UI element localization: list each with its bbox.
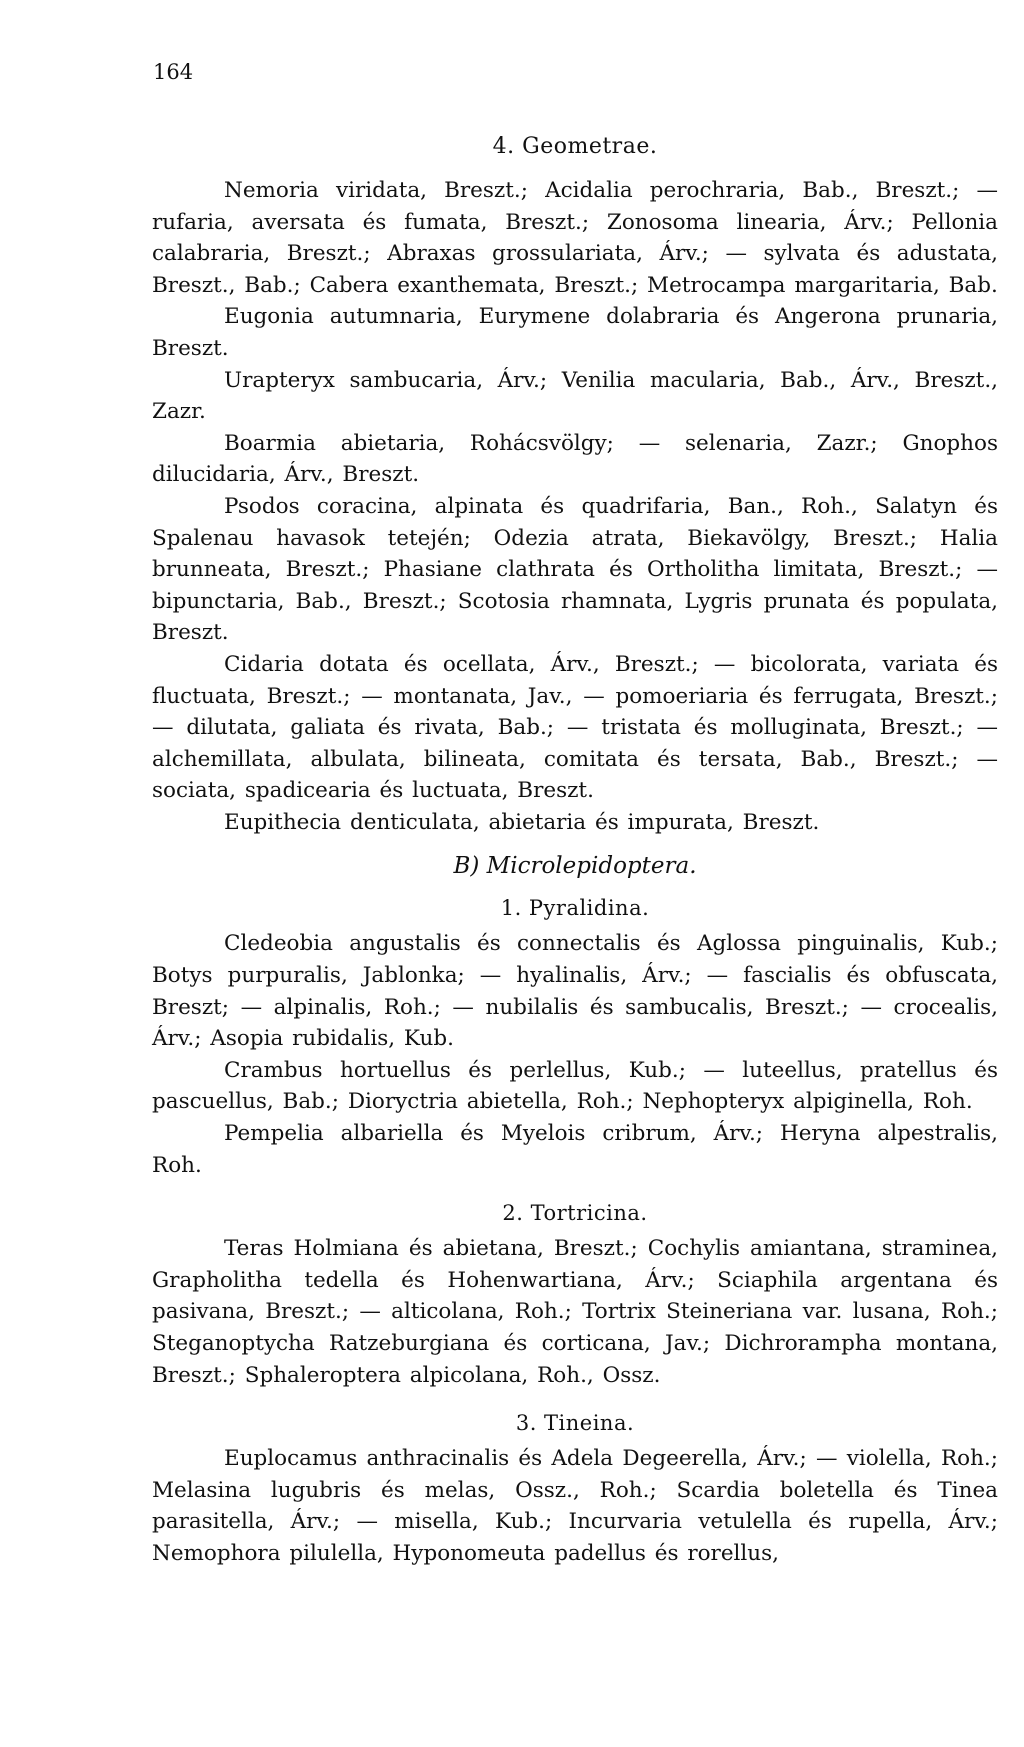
paragraph-crambus: Crambus hortuellus és perlellus, Kub.; — luteellus, pratellus és pascuellus, Bab.; Dioryctria abietella, Roh.; Nephopteryx alpiginella, Roh. (152, 1057, 998, 1115)
paragraph-pempelia: Pempelia albariella és Myelois cribrum, Árv.; Heryna alpestralis, Roh. (152, 1121, 998, 1178)
paragraph-psodos: Psodos coracina, alpinata és quadrifaria, Ban., Roh., Salatyn és Spalenau havasok tetején; Odezia atrata, Biekavölgy, Breszt.; Halia brunneata, Breszt.; Phasiane clathrata és Ortholitha limitata, Breszt.; — bipunctaria, Bab., Breszt.; Scotosia rhamnata, Lygris prunata és populata, Breszt. (152, 493, 998, 646)
part-heading-microlepidoptera: B) Microlepidoptera. (453, 853, 697, 880)
page-number: 164 (153, 60, 194, 84)
paragraph-urapteryx: Urapteryx sambucaria, Árv.; Venilia macularia, Bab., Árv., Breszt., Zazr. (152, 367, 998, 425)
paragraph-eugonia: Eugonia autumnaria, Eurymene dolabraria és Angerona prunaria, Breszt. (152, 304, 998, 361)
paragraph-nemoria: Nemoria viridata, Breszt.; Acidalia perochraria, Bab., Breszt.; — rufaria, aversata és fumata, Breszt.; Zonosoma linearia, Árv.; Pellonia calabraria, Breszt.; Abraxas grossulariata, Árv.; — sylvata és adustata, Breszt., Bab.; Cabera exanthemata, Breszt.; Metrocampa margaritaria, Bab. (152, 178, 998, 298)
text-column (152, 125, 998, 1570)
paragraph-teras: Teras Holmiana és abietana, Breszt.; Cochylis amiantana, straminea, Grapholitha tedella és Hohenwartiana, Árv.; Sciaphila argentana és pasivana, Breszt.; — alticolana, Roh.; Tortrix Steineriana var. lusana, Roh.; Steganoptycha Ratzeburgiana és corticana, Jav.; Dichrorampha montana, Breszt.; Sphaleroptera alpicolana, Roh., Ossz. (152, 1236, 998, 1388)
paragraph-eupithecia: Eupithecia denticulata, abietaria és impurata, Breszt. (224, 809, 820, 835)
subsection-heading-tineina: 3. Tineina. (515, 1411, 635, 1436)
paragraph-cidaria: Cidaria dotata és ocellata, Árv., Breszt.; — bicolorata, variata és fluctuata, Breszt.; — montanata, Jav., — pomoeriaria és ferrugata, Breszt.; — dilutata, galiata és rivata, Bab.; — tristata és molluginata, Breszt.; — alchemillata, albulata, bilineata, comitata és tersata, Bab., Breszt.; — sociata, spadicearia és luctuata, Breszt. (152, 651, 998, 804)
subsection-heading-tortricina: 2. Tortricina. (502, 1201, 648, 1226)
section-heading-geometrae: 4. Geometrae. (492, 134, 658, 159)
paragraph-boarmia: Boarmia abietaria, Rohácsvölgy; — selenaria, Zazr.; Gnophos dilucidaria, Árv., Breszt. (152, 430, 998, 488)
paragraph-euplocamus: Euplocamus anthracinalis és Adela Degeerella, Árv.; — violella, Roh.; Melasina lugubris és melas, Ossz., Roh.; Scardia boletella és Tinea parasitella, Árv.; — misella, Kub.; Incurvaria vetulella és rupella, Árv.; Nemophora pilulella, Hyponomeuta padellus és rorellus, (152, 1446, 998, 1566)
subsection-heading-pyralidina: 1. Pyralidina. (500, 896, 650, 921)
paragraph-cledeobia: Cledeobia angustalis és connectalis és Aglossa pinguinalis, Kub.; Botys purpuralis, Jablonka; — hyalinalis, Árv.; — fascialis és obfuscata, Breszt; — alpinalis, Roh.; — nubilalis és sambucalis, Breszt.; — crocealis, Árv.; Asopia rubidalis, Kub. (152, 931, 998, 1052)
